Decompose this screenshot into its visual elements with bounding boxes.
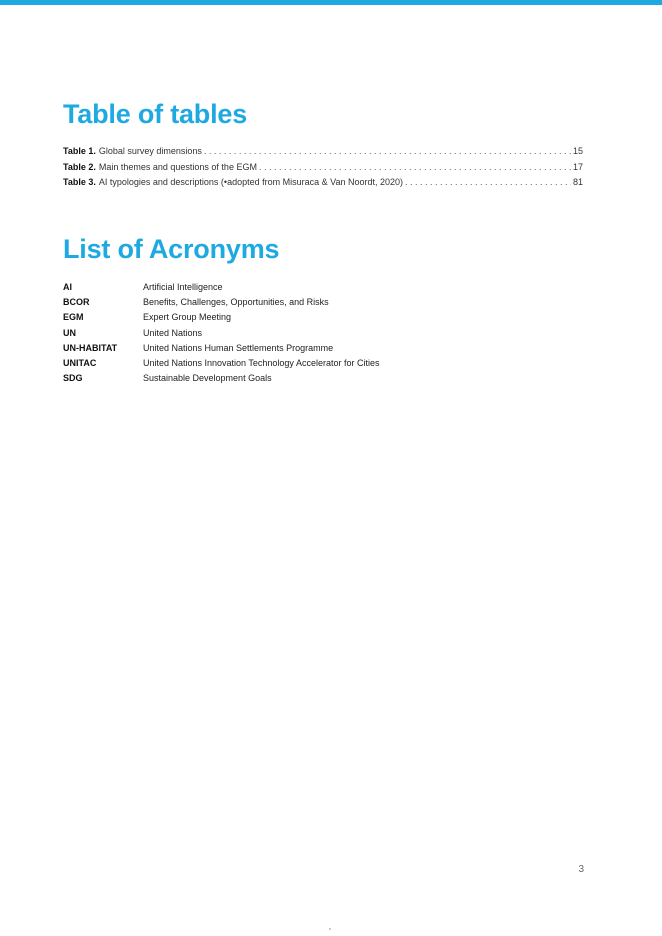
toc-entry[interactable] <box>63 146 583 162</box>
acronym-row <box>63 343 583 358</box>
acronym-definition: Sustainable Development Goals <box>143 373 272 384</box>
toc-entry-page: 15 <box>572 146 583 156</box>
toc-entry-label: Table 2. <box>63 161 96 172</box>
acronym-definition: United Nations Human Settlements Programme <box>143 342 334 353</box>
acronym-definition: United Nations <box>143 327 203 338</box>
acronym-definition: Artificial Intelligence <box>143 282 223 292</box>
acronym-abbr: AI <box>63 282 72 292</box>
toc-entry[interactable] <box>63 162 583 178</box>
acronym-row <box>63 282 583 297</box>
toc-entry-label: Table 1. <box>63 146 96 156</box>
acronym-abbr: UNITAC <box>63 357 97 368</box>
bottom-dot <box>329 928 331 930</box>
acronym-row <box>63 297 583 312</box>
acronym-row <box>63 328 583 343</box>
acronym-row <box>63 358 583 373</box>
toc-entry-text: Main themes and questions of the EGM <box>98 161 257 172</box>
acronym-abbr: UN-HABITAT <box>63 342 118 353</box>
acronym-row <box>63 312 583 327</box>
table-of-tables-title: Table of tables <box>63 99 248 129</box>
toc-entry-page: 81 <box>572 177 583 188</box>
acronyms-title: List of Acronyms <box>63 234 280 264</box>
toc-leader-dots <box>405 177 571 187</box>
toc-entry-text: Global survey dimensions <box>98 146 202 156</box>
table-of-tables-list <box>63 146 583 193</box>
acronym-row <box>63 373 583 388</box>
toc-entry-page: 17 <box>572 161 583 172</box>
toc-leader-dots <box>259 162 571 172</box>
acronym-abbr: BCOR <box>63 297 90 308</box>
acronym-definition: United Nations Innovation Technology Accelerator for Cities <box>143 357 380 368</box>
acronym-definition: Expert Group Meeting <box>143 312 232 323</box>
acronym-abbr: SDG <box>63 373 83 384</box>
acronyms-list <box>63 282 583 388</box>
acronym-abbr: UN <box>63 327 76 338</box>
acronym-abbr: EGM <box>63 312 84 323</box>
toc-entry-label: Table 3. <box>63 177 96 188</box>
toc-entry-text: AI typologies and descriptions (•adopted from Misuraca & Van Noordt, 2020) <box>98 177 404 188</box>
page-number: 3 <box>578 864 584 875</box>
toc-entry[interactable] <box>63 177 583 193</box>
toc-leader-dots <box>204 146 571 156</box>
top-accent-bar <box>0 0 662 5</box>
acronym-definition: Benefits, Challenges, Opportunities, and Risks <box>143 297 329 308</box>
